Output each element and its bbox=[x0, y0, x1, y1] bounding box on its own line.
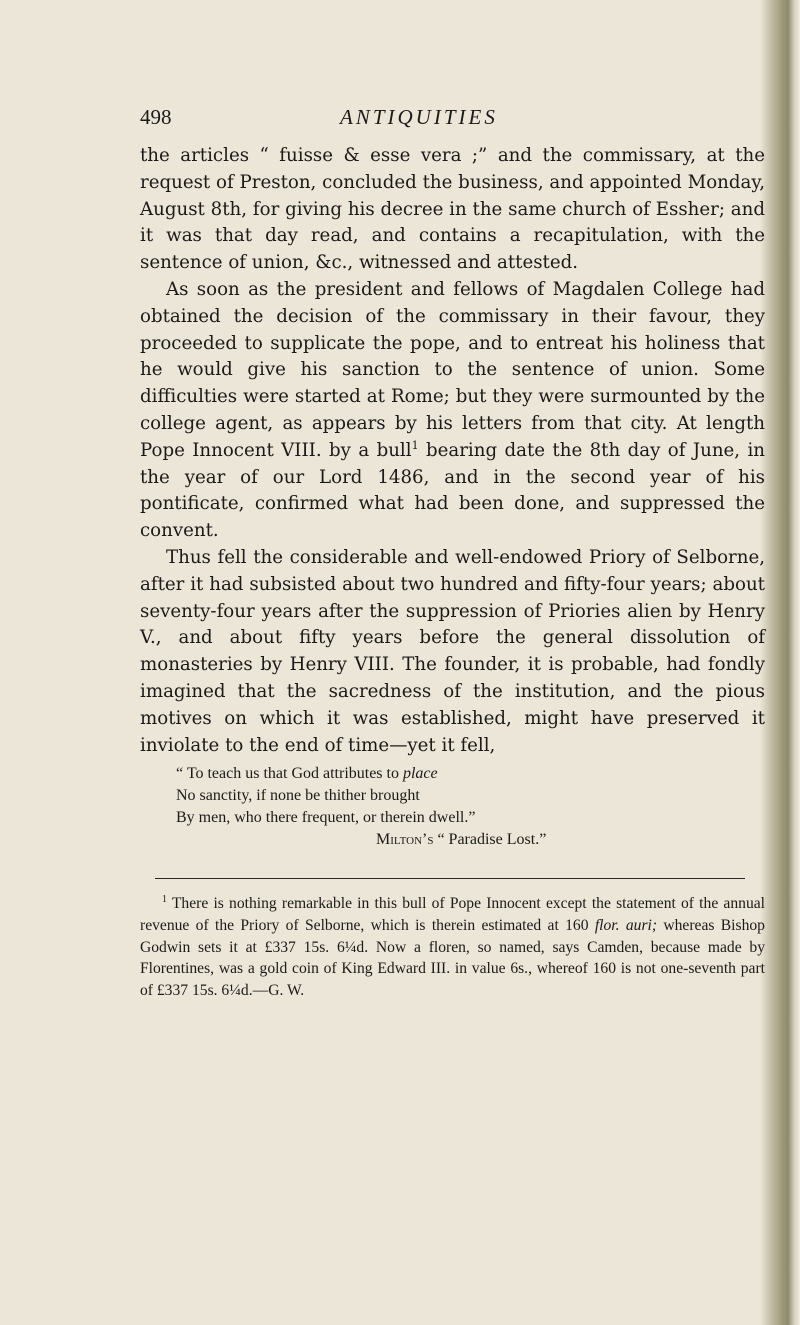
quote-attribution bbox=[176, 829, 765, 851]
attribution-work: “ Paradise Lost.” bbox=[433, 831, 547, 849]
paragraph-thus-fell: Thus fell the considerable and well-endowed Priory of Selborne, after it had subsisted about two hundred and fifty-four years; about seventy-four years after the suppression of Priories alien by Henry V., and about fifty years before the general dissolution of monasteries by Henry VIII. The founder, it is probable, had fondly imagined that the sacredness of the institution, and the pious motives on which it was established, might have preserved it inviolate to the end of time—yet it fell, bbox=[140, 546, 765, 756]
verse-text: “ To teach us that God attributes to bbox=[176, 765, 403, 783]
verse-italic: place bbox=[402, 765, 438, 783]
verse-line: By men, who there frequent, or therein dwell.” bbox=[176, 809, 476, 827]
page-number: 498 bbox=[140, 105, 172, 129]
footnote-reference: 1 bbox=[411, 438, 419, 452]
footnote-divider bbox=[155, 878, 745, 879]
footnote bbox=[140, 893, 765, 1001]
footnote-italic: flor. auri; bbox=[594, 916, 658, 934]
footnote-text: There is nothing remarkable in this bull of Pope Innocent except the statement of the annual revenue of the Priory of Selborne, which is therein estimated at 160 bbox=[140, 895, 765, 934]
attribution-author: Milton’s bbox=[376, 831, 434, 849]
running-head: ANTIQUITIES bbox=[340, 105, 498, 129]
verse-line: No sanctity, if none be thither brought bbox=[176, 787, 420, 805]
footnote-marker: 1 bbox=[162, 894, 167, 906]
book-page bbox=[140, 95, 765, 1001]
verse-quotation bbox=[140, 763, 765, 851]
verse-line bbox=[176, 763, 765, 785]
footnote-text: whereas Bishop Godwin sets it at £337 15s. 6¼d. Now a floren, so named, says Camden, because made by Florentines, was a gold coin of King Edward III. in value 6s., whereof 160 is not one-seventh part of £337 15s. 6¼d.—G. W. bbox=[140, 916, 765, 999]
book-spine-shadow bbox=[760, 0, 800, 1325]
paragraph-text: bearing date the 8th day of June, in the year of our Lord 1486, and in the second year of his pontificate, confirmed what had been done, and suppressed the convent. bbox=[140, 439, 766, 542]
paragraph-text: As soon as the president and fellows of Magdalen College had obtained the decision of the commissary in their favour, they proceeded to supplicate the pope, and to entreat his holiness that he would give his sanction to the sentence of union. Some difficulties were started at Rome; but they were surmounted by the college agent, as appears by his letters from that city. At length Pope Innocent VIII. by a bull bbox=[140, 278, 765, 461]
body-text bbox=[140, 143, 765, 759]
page-header bbox=[140, 95, 765, 129]
paragraph-magdalen bbox=[140, 277, 765, 545]
paragraph-continued: the articles “ fuisse & esse vera ;” and the commissary, at the request of Preston, concluded the business, and appointed Monday, August 8th, for giving his decree in the same church of Essher; and it was that day read, and contains a recapitulation, with the sentence of union, &c., witnessed and attested. bbox=[140, 145, 765, 274]
